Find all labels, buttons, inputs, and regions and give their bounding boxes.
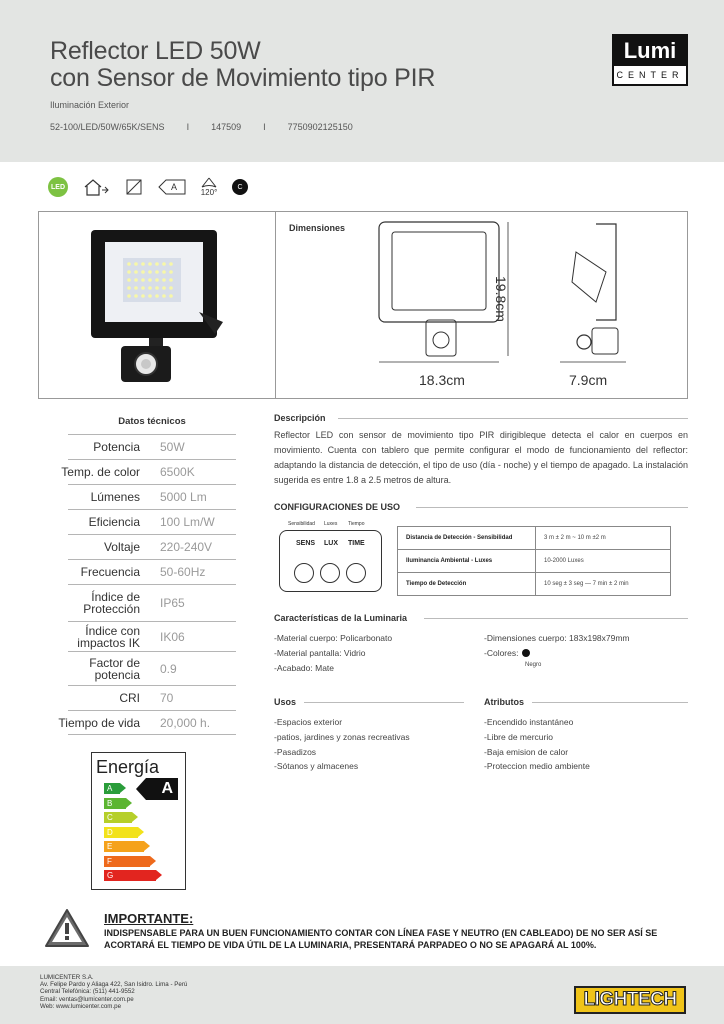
product-image-box: [38, 211, 688, 399]
company-address: Av. Felipe Pardo y Aliaga 422, San Isidro. Lima - Perú: [40, 981, 188, 989]
energy-bar-g: G: [104, 870, 156, 881]
lumicenter-logo: [612, 34, 688, 86]
config-top-label: Tiempo: [348, 521, 365, 527]
list-item: -Acabado: Mate: [274, 662, 335, 673]
list-item: -Material pantalla: Vidrio: [274, 647, 366, 658]
panel-label: TIME: [348, 540, 365, 547]
features-heading: Características de la Luminaria: [274, 613, 408, 623]
colors-label: -Colores:: [484, 647, 519, 658]
table-row: [68, 509, 236, 534]
footer-contact: [40, 974, 187, 1010]
energy-grade: A: [146, 778, 178, 800]
color-name: Negro: [525, 662, 542, 668]
usos-rule: [304, 702, 464, 703]
table-row: [68, 584, 236, 621]
panel-label: SENS: [296, 540, 316, 547]
row-key: Potencia: [93, 440, 140, 454]
description-text: Reflector LED con sensor de movimiento tipo PIR dirigibleque detecta el calor en cuerpos en movimiento. Cuenta con tablero que permite configurar el modo de funcionamiento del reflector: adaptando la distancia de detección, el tipo de uso (día - noche) y el tiempo de apagado. La instalación sugerida es entre 1.8 a 2.5 metros de altura.: [274, 430, 688, 485]
atributos-rule: [532, 702, 688, 703]
row-key: Eficiencia: [88, 515, 140, 529]
energy-bar-e: E: [104, 841, 144, 852]
dark-mode-icon: C: [232, 179, 248, 195]
row-value: 70: [160, 691, 174, 705]
energy-bar-a: A: [104, 783, 120, 794]
barcode-number: 7750902125150: [287, 122, 353, 132]
features-left-list: [274, 631, 392, 675]
dimension-depth: 7.9cm: [569, 372, 608, 388]
usos-heading: Usos: [274, 697, 297, 707]
row-key: Frecuencia: [80, 565, 140, 579]
table-row: [61, 459, 236, 484]
row-value: IK06: [160, 629, 185, 644]
row-key: Temp. de color: [61, 465, 140, 479]
config-value: 10-2000 Luxes: [536, 550, 671, 573]
row-key: Tiempo de vida: [58, 715, 140, 730]
usos-list: [274, 715, 410, 774]
row-value: 5000 Lm: [160, 490, 207, 504]
row-value: 220-240V: [160, 540, 213, 554]
time-knob: [346, 563, 366, 583]
led-icon: LED: [48, 177, 68, 197]
table-row: [68, 621, 236, 651]
tech-data-title: Datos técnicos: [118, 416, 186, 427]
beam-angle-icon: [200, 177, 218, 197]
color-swatch-black: [522, 649, 530, 657]
config-key: Tiempo de Detección: [398, 573, 536, 596]
table-row: [68, 484, 236, 509]
description-heading: Descripción: [274, 413, 326, 423]
energy-bar-f: F: [104, 856, 150, 867]
table-row: [398, 573, 671, 596]
row-value: 100 Lm/W: [160, 515, 215, 529]
table-row: [68, 685, 236, 710]
tech-data-table: [58, 434, 236, 735]
list-item: -patios, jardines y zonas recreativas: [274, 731, 410, 742]
energy-class-icon: [158, 179, 186, 195]
row-key: CRI: [119, 691, 140, 705]
row-key: Índice con impactos IK: [77, 623, 140, 650]
feature-icons-row: [48, 172, 248, 202]
warning-icon: [44, 908, 90, 948]
no-dimmable-icon: [124, 177, 144, 197]
table-row: [68, 651, 236, 685]
list-item: -Libre de mercurio: [484, 731, 553, 742]
company-phone: Central Telefónica: (511) 441-9552: [40, 988, 135, 996]
table-row: [68, 534, 236, 559]
list-item: -Encendido instantáneo: [484, 717, 574, 727]
product-codes: [50, 122, 353, 132]
dimensions-label: Dimensiones: [289, 223, 346, 233]
company-web: Web: www.lumicenter.com.pe: [40, 1002, 122, 1010]
sku-code: 52-100/LED/50W/65K/SENS: [50, 122, 165, 132]
important-heading: IMPORTANTE:: [104, 911, 194, 926]
product-number: 147509: [211, 122, 242, 132]
title-line-1: Reflector LED 50W: [50, 37, 261, 65]
sensor-control-panel: [279, 530, 382, 592]
atributos-heading: Atributos: [484, 697, 524, 707]
list-item: -Proteccion medio ambiente: [484, 761, 590, 772]
row-value: 20,000 h.: [160, 715, 211, 730]
panel-label: LUX: [324, 540, 338, 547]
logo-bottom-text: CENTER: [616, 70, 684, 80]
energy-title: Energía: [96, 757, 160, 777]
table-row: [68, 559, 236, 584]
row-value: 0.9: [160, 661, 177, 676]
list-item: -Pasadizos: [274, 746, 317, 757]
row-key: Voltaje: [103, 540, 140, 554]
company-name: LUMICENTER S.A.: [40, 974, 94, 981]
separator: I: [186, 122, 190, 132]
config-table: [397, 526, 671, 596]
separator: I: [263, 122, 266, 132]
dimension-height: 19.8cm: [493, 276, 509, 322]
atributos-list: [484, 715, 590, 774]
list-item: [484, 646, 630, 661]
row-key: Lúmenes: [90, 490, 140, 504]
company-email: Email: ventas@lumicenter.com.pe: [40, 995, 134, 1003]
features-rule: [424, 618, 688, 619]
important-text: INDISPENSABLE PARA UN BUEN FUNCIONAMIENTO CONTAR CON LÍNEA FASE Y NEUTRO (EN CABLEADO) DE NO SER ASÍ SE ACORTARÁ EL TIEMPO DE VIDA ÚTIL DE LA LUMINARIA, PRESENTARÁ PARPADEO O NO SE APAGARÁ AL 100%.: [104, 928, 658, 950]
lux-knob: [320, 563, 340, 583]
list-item: -Sótanos y almacenes: [274, 761, 359, 772]
config-top-label: Sensibilidad: [288, 521, 315, 527]
config-value: 10 seg ± 3 seg — 7 min ± 2 min: [536, 573, 671, 596]
logo-top-text: Lumi: [614, 36, 686, 66]
row-value: 50-60Hz: [160, 565, 206, 579]
table-row: [68, 434, 236, 459]
lightech-logo: LIGHTECH: [574, 986, 686, 1014]
outdoor-house-icon: [82, 176, 110, 198]
row-key: Factor de potencia: [89, 655, 140, 682]
config-top-label: Luxes: [324, 521, 338, 527]
list-item: -Baja emision de calor: [484, 746, 569, 757]
row-value: 6500K: [160, 465, 195, 479]
list-item: -Dimensiones cuerpo: 183x198x79mm: [484, 633, 630, 643]
energy-label: [91, 752, 186, 890]
energy-bar-c: C: [104, 812, 132, 823]
list-item: -Espacios exterior: [274, 717, 343, 727]
config-rule: [416, 507, 688, 508]
config-key: Iluminancia Ambiental - Luxes: [398, 550, 536, 573]
energy-class-letter: A: [170, 182, 177, 192]
row-key: Índice de Protección: [83, 590, 140, 616]
row-value: IP65: [160, 596, 185, 610]
dimension-width: 18.3cm: [419, 372, 465, 388]
table-row: [58, 710, 236, 735]
beam-angle-value: 120°: [200, 188, 218, 197]
list-item: -Material cuerpo: Policarbonato: [274, 633, 393, 643]
energy-bar-d: D: [104, 827, 138, 838]
page-title: [50, 38, 435, 92]
category-label: Iluminación Exterior: [50, 100, 130, 110]
row-value: 50W: [160, 440, 185, 454]
config-key: Distancia de Detección - Sensibilidad: [398, 527, 536, 550]
sens-knob: [294, 563, 314, 583]
config-value: 3 m ± 2 m ~ 10 m ±2 m: [536, 527, 671, 550]
product-photo: [39, 212, 275, 400]
table-row: [398, 527, 671, 550]
features-right-list: [484, 631, 630, 661]
title-line-2: con Sensor de Movimiento tipo PIR: [50, 64, 436, 92]
dimensions-drawing: [276, 212, 688, 400]
energy-bar-b: B: [104, 798, 126, 809]
config-heading: CONFIGURACIONES DE USO: [274, 502, 401, 512]
table-row: [398, 550, 671, 573]
description-rule: [338, 418, 688, 419]
